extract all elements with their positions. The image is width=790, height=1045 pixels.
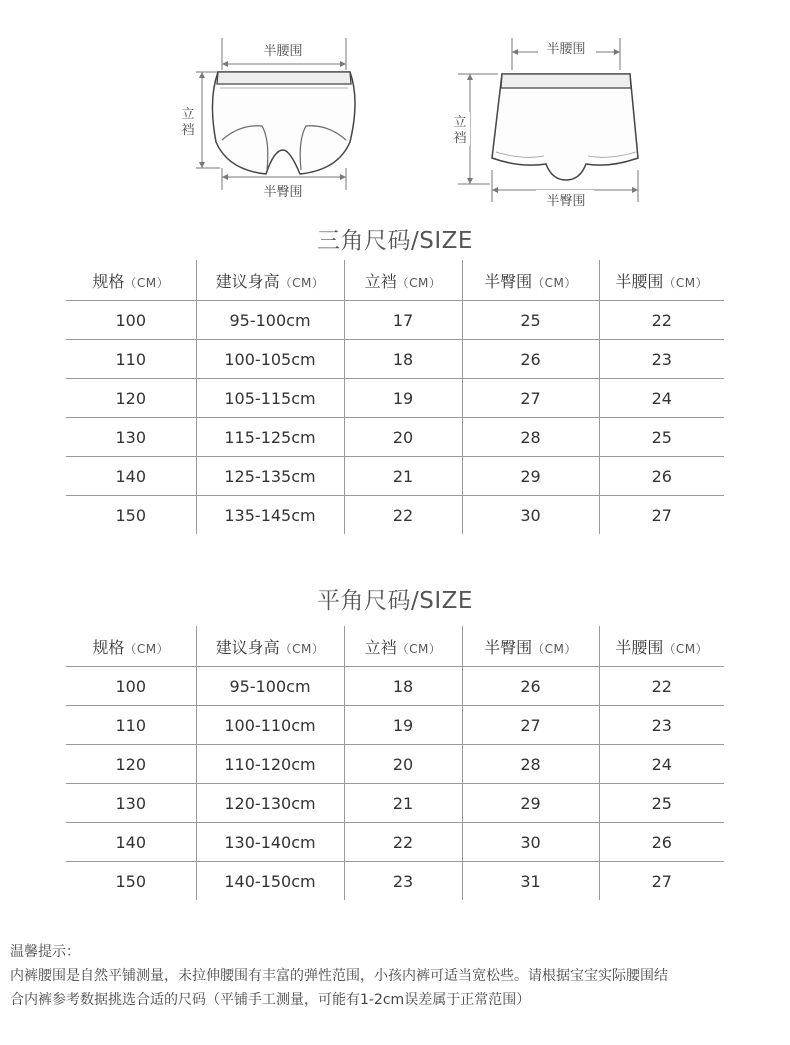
boxer-size-title: 平角尺码/SIZE: [317, 588, 473, 614]
table-cell: 110-120cm: [196, 745, 344, 784]
table-cell: 120: [66, 745, 196, 784]
table-row: [66, 301, 724, 340]
table-cell: 23: [599, 706, 724, 745]
table-cell: 27: [599, 496, 724, 535]
table-cell: 21: [344, 784, 462, 823]
table-cell: 22: [344, 496, 462, 535]
table-cell: 23: [599, 340, 724, 379]
table-row: [66, 745, 724, 784]
table-cell: 22: [599, 301, 724, 340]
table-cell: 130: [66, 784, 196, 823]
triangle-rise-label-1: 立: [181, 107, 195, 122]
table-cell: 26: [462, 667, 599, 706]
boxer-hip-label: 半臀围: [546, 194, 586, 209]
table-row: [66, 340, 724, 379]
table-cell: 30: [462, 496, 599, 535]
tips-line: 合内裤参考数据挑选合适的尺码（平铺手工测量，可能有1-2cm误差属于正常范围）: [10, 992, 531, 1008]
boxer-waist-label: 半腰围: [546, 42, 586, 57]
table-cell: 31: [462, 862, 599, 901]
table-cell: 140: [66, 457, 196, 496]
table-cell: 100: [66, 667, 196, 706]
table-cell: 150: [115, 871, 147, 891]
table-cell: 23: [344, 862, 462, 901]
table-cell: 110: [66, 706, 196, 745]
table-cell: 28: [462, 745, 599, 784]
tips-section: [10, 940, 790, 1012]
header-cell: 半腰围（CM）: [599, 260, 724, 301]
table-cell: 130-140cm: [196, 823, 344, 862]
table-cell: 105-115cm: [196, 379, 344, 418]
table-row: [66, 784, 724, 823]
table-cell: 18: [344, 667, 462, 706]
table-cell: 100-105cm: [196, 340, 344, 379]
table-cell: 135-145cm: [196, 496, 344, 535]
boxer-size-table: [66, 626, 724, 900]
table-cell: 110: [66, 340, 196, 379]
table-cell: 24: [599, 379, 724, 418]
triangle-rise-label-2: 裆: [181, 123, 195, 138]
table-cell: 120: [66, 379, 196, 418]
table-cell: 27: [462, 379, 599, 418]
table-cell: 95-100cm: [196, 667, 344, 706]
table-cell: 21: [344, 457, 462, 496]
triangle-briefs-diagram: [170, 30, 370, 202]
table-cell: 27: [599, 862, 724, 901]
triangle-size-table: [66, 260, 724, 534]
triangle-waist-label: 半腰围: [263, 44, 303, 59]
boxer-rise-label-2: 裆: [453, 131, 467, 146]
table-cell: 17: [344, 301, 462, 340]
table-cell: 95-100cm: [196, 301, 344, 340]
table-cell: 120-130cm: [196, 784, 344, 823]
table-row: [66, 706, 724, 745]
table-row: [66, 496, 724, 535]
table-cell: 115-125cm: [196, 418, 344, 457]
tips-line: 内裤腰围是自然平铺测量，未拉伸腰围有丰富的弹性范围，小孩内裤可适当宽松些。请根据宝宝实际腰围结: [10, 968, 668, 984]
header-cell: 立裆（CM）: [344, 260, 462, 301]
table-row: [66, 418, 724, 457]
boxer-rise-label-1: 立: [453, 115, 467, 130]
table-cell: 22: [599, 667, 724, 706]
table-row: [66, 823, 724, 862]
header-cell: 半臀围（CM）: [462, 626, 599, 667]
table-cell: 19: [344, 706, 462, 745]
header-cell: 立裆（CM）: [344, 626, 462, 667]
table-cell: 19: [344, 379, 462, 418]
triangle-hip-label: 半臀围: [263, 185, 303, 200]
boxer-briefs-diagram: [440, 30, 650, 212]
header-cell: 半臀围（CM）: [462, 260, 599, 301]
table-cell: 100-110cm: [196, 706, 344, 745]
table-cell: 25: [599, 784, 724, 823]
table-cell: 140-150cm: [196, 862, 344, 901]
table-cell: 18: [344, 340, 462, 379]
table-cell: 20: [344, 418, 462, 457]
table-cell: 26: [462, 340, 599, 379]
header-cell: 规格（CM）: [66, 626, 196, 667]
table-cell: 26: [599, 457, 724, 496]
table-cell: 26: [599, 823, 724, 862]
table-row: [66, 457, 724, 496]
table-cell: 20: [344, 745, 462, 784]
table-header-row: [66, 260, 724, 301]
table-cell: 100: [66, 301, 196, 340]
table-cell: 28: [462, 418, 599, 457]
table-cell: 29: [462, 457, 599, 496]
table-cell: 150: [115, 505, 147, 525]
triangle-size-title: 三角尺码/SIZE: [317, 228, 473, 254]
header-cell: 建议身高（CM）: [196, 626, 344, 667]
header-cell: 规格（CM）: [66, 260, 196, 301]
tips-heading: 温馨提示：: [10, 944, 80, 960]
table-cell: 27: [462, 706, 599, 745]
table-cell: 25: [599, 418, 724, 457]
table-header-row: [66, 626, 724, 667]
table-cell: 130: [66, 418, 196, 457]
table-cell: 22: [344, 823, 462, 862]
table-cell: 24: [599, 745, 724, 784]
table-row: [66, 379, 724, 418]
table-cell: 125-135cm: [196, 457, 344, 496]
table-cell: 29: [462, 784, 599, 823]
header-cell: 建议身高（CM）: [196, 260, 344, 301]
table-row: [66, 862, 724, 901]
header-cell: 半腰围（CM）: [599, 626, 724, 667]
table-cell: 25: [462, 301, 599, 340]
table-row: [66, 667, 724, 706]
table-cell: 30: [462, 823, 599, 862]
table-cell: 140: [66, 823, 196, 862]
